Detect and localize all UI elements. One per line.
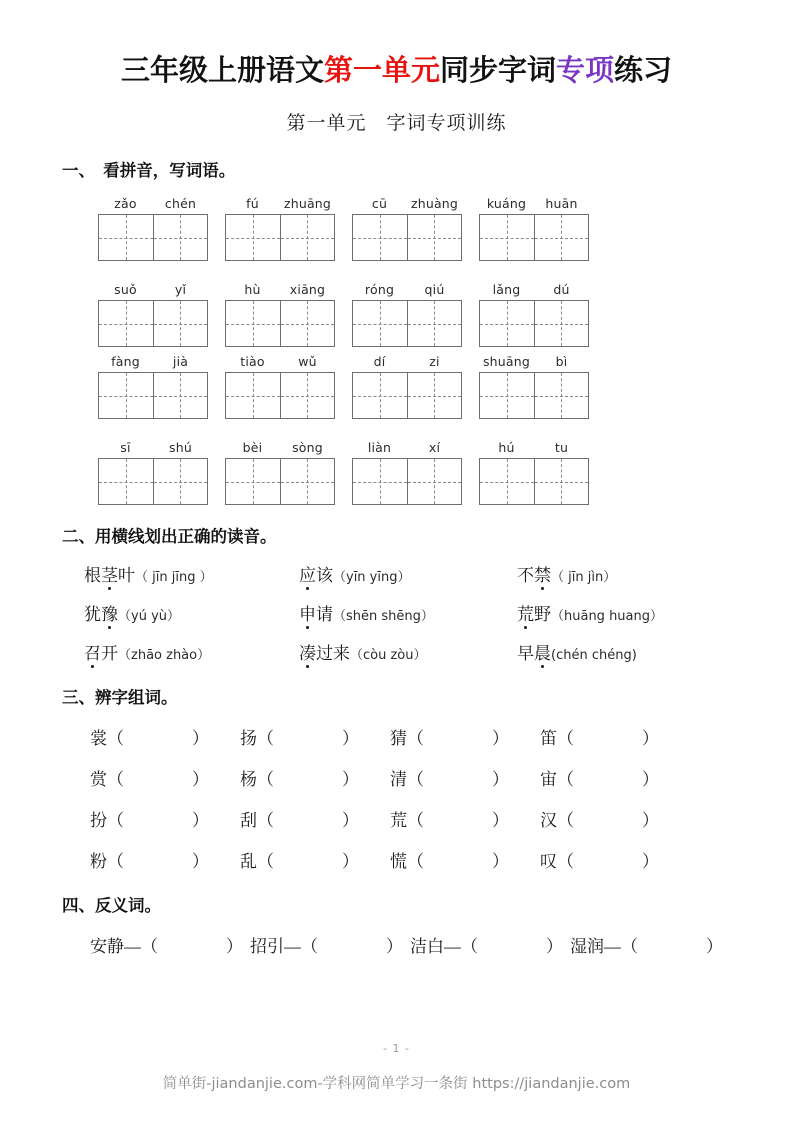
pinyin-pair bbox=[98, 277, 208, 297]
bianzi-answer-blank[interactable]: （ ） bbox=[257, 852, 359, 872]
pinyin-syllable: chén bbox=[164, 196, 197, 212]
bianzi-character: 杨 bbox=[240, 770, 257, 790]
word-group bbox=[352, 191, 462, 261]
bianzi-answer-blank[interactable]: （ ） bbox=[107, 729, 209, 749]
reading-word-prefix: 犹 bbox=[84, 605, 101, 625]
pinyin-grid-row-1 bbox=[98, 191, 731, 261]
tianzige-cell[interactable] bbox=[353, 215, 407, 260]
pinyin-syllable: qiú bbox=[424, 282, 445, 298]
word-group bbox=[479, 349, 589, 419]
tianzige-cell[interactable] bbox=[353, 301, 407, 346]
reading-word-dotted-char: 豫 bbox=[101, 600, 118, 625]
bianzi-character: 笛 bbox=[540, 729, 557, 749]
pinyin-syllable: fú bbox=[246, 196, 259, 212]
pinyin-pair bbox=[352, 349, 462, 369]
bianzi-character: 扮 bbox=[90, 811, 107, 831]
reading-item[interactable] bbox=[84, 639, 299, 664]
bianzi-character: 乱 bbox=[240, 852, 257, 872]
bianzi-answer-blank[interactable]: （ ） bbox=[407, 770, 509, 790]
pinyin-syllable: bì bbox=[555, 354, 568, 370]
reading-row bbox=[84, 639, 731, 664]
pinyin-syllable: dí bbox=[373, 354, 386, 370]
reading-word-dotted-char: 荒 bbox=[517, 600, 534, 625]
bianzi-character: 汉 bbox=[540, 811, 557, 831]
pinyin-pair bbox=[352, 435, 462, 455]
word-group bbox=[479, 435, 589, 505]
reading-item[interactable] bbox=[84, 561, 299, 586]
tianzige-cell[interactable] bbox=[534, 301, 589, 346]
fanyi-answer-blank[interactable]: （ ） bbox=[461, 937, 563, 957]
pinyin-writing-exercise bbox=[62, 191, 731, 505]
pinyin-syllable: xí bbox=[428, 440, 441, 456]
pinyin-syllable: wǔ bbox=[298, 354, 317, 370]
tianzige-cell[interactable] bbox=[480, 301, 534, 346]
tianzige-box[interactable] bbox=[479, 214, 589, 261]
section-heading-one: 一、 看拼音，写词语。 bbox=[62, 161, 236, 181]
tianzige-cell[interactable] bbox=[226, 215, 280, 260]
tianzige-box[interactable] bbox=[225, 214, 335, 261]
bianzi-item[interactable] bbox=[240, 847, 390, 872]
word-group bbox=[225, 349, 335, 419]
bianzi-character: 叹 bbox=[540, 852, 557, 872]
tianzige-cell[interactable] bbox=[407, 215, 462, 260]
reading-item[interactable] bbox=[517, 600, 663, 625]
word-group bbox=[98, 277, 208, 347]
reading-item[interactable] bbox=[84, 600, 299, 625]
pinyin-syllable: hú bbox=[498, 440, 515, 456]
pinyin-syllable: cū bbox=[371, 196, 388, 212]
reading-options[interactable]: （còu zòu） bbox=[350, 648, 427, 664]
tianzige-cell[interactable] bbox=[534, 459, 589, 504]
bianzi-row bbox=[90, 724, 731, 749]
reading-word-dotted-char: 凑 bbox=[299, 639, 316, 664]
pinyin-pair bbox=[352, 191, 462, 211]
tianzige-cell[interactable] bbox=[153, 215, 208, 260]
tianzige-box[interactable] bbox=[479, 372, 589, 419]
reading-word-dotted-char: 茎 bbox=[101, 561, 118, 586]
tianzige-box[interactable] bbox=[352, 372, 462, 419]
tianzige-cell[interactable] bbox=[99, 215, 153, 260]
bianzi-character: 刮 bbox=[240, 811, 257, 831]
fanyi-word: 安静— bbox=[90, 937, 141, 957]
antonym-exercise bbox=[62, 932, 731, 957]
word-group bbox=[352, 349, 462, 419]
reading-word-suffix: 过来 bbox=[316, 644, 350, 664]
tianzige-cell[interactable] bbox=[280, 215, 335, 260]
pinyin-syllable: fàng bbox=[111, 354, 140, 370]
tianzige-cell[interactable] bbox=[480, 373, 534, 418]
pinyin-syllable: zhuāng bbox=[283, 196, 332, 212]
pinyin-syllable: suǒ bbox=[114, 282, 137, 298]
fanyi-word: 洁白— bbox=[410, 937, 461, 957]
reading-options[interactable]: （ jīn jīng ） bbox=[135, 570, 213, 586]
pinyin-pair bbox=[225, 191, 335, 211]
reading-word-dotted-char: 召 bbox=[84, 639, 101, 664]
bianzi-character: 裳 bbox=[90, 729, 107, 749]
tianzige-cell[interactable] bbox=[407, 459, 462, 504]
tianzige-cell[interactable] bbox=[407, 373, 462, 418]
bianzi-item[interactable] bbox=[390, 765, 540, 790]
pinyin-pair bbox=[225, 277, 335, 297]
bianzi-item[interactable] bbox=[390, 847, 540, 872]
fanyi-item[interactable] bbox=[570, 932, 730, 957]
bianzi-character: 清 bbox=[390, 770, 407, 790]
word-group bbox=[98, 435, 208, 505]
pinyin-syllable: huān bbox=[545, 196, 578, 212]
reading-item[interactable] bbox=[517, 561, 616, 586]
tianzige-cell[interactable] bbox=[153, 459, 208, 504]
pinyin-pair bbox=[98, 349, 208, 369]
tianzige-box[interactable] bbox=[98, 214, 208, 261]
pinyin-grid-row-4 bbox=[98, 435, 731, 505]
title-segment-2: 第一单元 bbox=[323, 53, 440, 87]
word-group bbox=[479, 191, 589, 261]
reading-word-dotted-char: 晨 bbox=[534, 639, 551, 664]
fanyi-answer-blank[interactable]: （ ） bbox=[141, 937, 243, 957]
tianzige-cell[interactable] bbox=[353, 459, 407, 504]
reading-row bbox=[84, 600, 731, 625]
bianzi-answer-blank[interactable]: （ ） bbox=[257, 811, 359, 831]
bianzi-item[interactable] bbox=[90, 806, 240, 831]
tianzige-box[interactable] bbox=[225, 300, 335, 347]
character-word-exercise bbox=[62, 724, 731, 872]
fanyi-answer-blank[interactable]: （ ） bbox=[301, 937, 403, 957]
reading-word-suffix: 开 bbox=[101, 644, 118, 664]
tianzige-cell[interactable] bbox=[353, 373, 407, 418]
bianzi-item[interactable] bbox=[90, 847, 240, 872]
bianzi-item[interactable] bbox=[240, 724, 390, 749]
tianzige-cell[interactable] bbox=[226, 459, 280, 504]
bianzi-item[interactable] bbox=[240, 765, 390, 790]
fanyi-item[interactable] bbox=[410, 932, 570, 957]
reading-item[interactable] bbox=[299, 600, 517, 625]
reading-options[interactable]: （huāng huang） bbox=[551, 609, 664, 625]
reading-word-suffix: 野 bbox=[534, 605, 551, 625]
reading-word-prefix: 根 bbox=[84, 566, 101, 586]
tianzige-cell[interactable] bbox=[280, 373, 335, 418]
page-subtitle: 第一单元 字词专项训练 bbox=[286, 113, 507, 135]
bianzi-item[interactable] bbox=[390, 724, 540, 749]
pinyin-syllable: liàn bbox=[367, 440, 392, 456]
word-group bbox=[225, 277, 335, 347]
tianzige-cell[interactable] bbox=[226, 301, 280, 346]
word-group bbox=[352, 277, 462, 347]
reading-options[interactable]: （ jīn jìn） bbox=[551, 570, 617, 586]
pinyin-syllable: shuāng bbox=[482, 354, 531, 370]
pinyin-pair bbox=[479, 349, 589, 369]
bianzi-answer-blank[interactable]: （ ） bbox=[407, 811, 509, 831]
pinyin-syllable: tu bbox=[554, 440, 569, 456]
reading-options[interactable]: （yú yù） bbox=[118, 609, 180, 625]
bianzi-character: 扬 bbox=[240, 729, 257, 749]
reading-word-prefix: 不 bbox=[517, 566, 534, 586]
tianzige-cell[interactable] bbox=[153, 373, 208, 418]
reading-item[interactable] bbox=[299, 639, 517, 664]
tianzige-box[interactable] bbox=[352, 458, 462, 505]
tianzige-cell[interactable] bbox=[99, 459, 153, 504]
bianzi-item[interactable] bbox=[540, 847, 690, 872]
tianzige-cell[interactable] bbox=[280, 459, 335, 504]
tianzige-cell[interactable] bbox=[99, 373, 153, 418]
pinyin-syllable: bèi bbox=[242, 440, 263, 456]
word-group bbox=[98, 349, 208, 419]
tianzige-box[interactable] bbox=[225, 372, 335, 419]
pinyin-pair bbox=[479, 191, 589, 211]
pinyin-syllable: róng bbox=[364, 282, 395, 298]
bianzi-answer-blank[interactable]: （ ） bbox=[257, 770, 359, 790]
pinyin-syllable: sòng bbox=[292, 440, 323, 456]
tianzige-cell[interactable] bbox=[99, 301, 153, 346]
fanyi-row bbox=[90, 932, 731, 957]
pinyin-syllable: shú bbox=[169, 440, 192, 456]
fanyi-answer-blank[interactable]: （ ） bbox=[621, 937, 723, 957]
page-number: - 1 - bbox=[383, 1042, 410, 1055]
pinyin-pair bbox=[479, 435, 589, 455]
pinyin-syllable: zi bbox=[429, 354, 440, 370]
pinyin-grid-row-2 bbox=[98, 277, 731, 347]
bianzi-character: 猜 bbox=[390, 729, 407, 749]
bianzi-character: 粉 bbox=[90, 852, 107, 872]
fanyi-item[interactable] bbox=[250, 932, 410, 957]
tianzige-cell[interactable] bbox=[153, 301, 208, 346]
pinyin-pair bbox=[98, 435, 208, 455]
tianzige-cell[interactable] bbox=[407, 301, 462, 346]
bianzi-answer-blank[interactable]: （ ） bbox=[407, 852, 509, 872]
pinyin-grid-row-3 bbox=[98, 349, 731, 419]
pinyin-pair bbox=[352, 277, 462, 297]
bianzi-item[interactable] bbox=[90, 765, 240, 790]
title-segment-5: 练习 bbox=[614, 53, 673, 87]
bianzi-item[interactable] bbox=[540, 724, 690, 749]
bianzi-answer-blank[interactable]: （ ） bbox=[107, 811, 209, 831]
reading-options[interactable]: （zhāo zhào） bbox=[118, 648, 211, 664]
fanyi-item[interactable] bbox=[90, 932, 250, 957]
tianzige-box[interactable] bbox=[352, 214, 462, 261]
pinyin-pair bbox=[225, 349, 335, 369]
watermark-text: 简单街-jiandanjie.com-学科网简单学习一条街 https://jiandanjie.com bbox=[162, 1076, 631, 1092]
pinyin-pair bbox=[225, 435, 335, 455]
tianzige-box[interactable] bbox=[98, 300, 208, 347]
fanyi-word: 招引— bbox=[250, 937, 301, 957]
bianzi-item[interactable] bbox=[240, 806, 390, 831]
word-group bbox=[479, 277, 589, 347]
tianzige-box[interactable] bbox=[98, 372, 208, 419]
pinyin-syllable: tiào bbox=[240, 354, 265, 370]
reading-word-dotted-char: 申 bbox=[299, 600, 316, 625]
reading-row bbox=[84, 561, 731, 586]
pinyin-syllable: sī bbox=[120, 440, 131, 456]
pinyin-syllable: xiāng bbox=[289, 282, 326, 298]
reading-options[interactable]: （shēn shēng） bbox=[333, 609, 434, 625]
pinyin-pair bbox=[479, 277, 589, 297]
tianzige-box[interactable] bbox=[352, 300, 462, 347]
word-group bbox=[98, 191, 208, 261]
bianzi-answer-blank[interactable]: （ ） bbox=[407, 729, 509, 749]
word-group bbox=[225, 435, 335, 505]
reading-word-dotted-char: 禁 bbox=[534, 561, 551, 586]
page-title bbox=[62, 0, 731, 88]
bianzi-answer-blank[interactable]: （ ） bbox=[557, 729, 659, 749]
title-segment-4: 专项 bbox=[556, 53, 615, 87]
reading-options[interactable]: （yīn yīng） bbox=[333, 570, 411, 586]
tianzige-cell[interactable] bbox=[226, 373, 280, 418]
bianzi-item[interactable] bbox=[540, 765, 690, 790]
title-segment-3: 同步字词 bbox=[439, 53, 556, 87]
section-heading-three: 三、辨字组词。 bbox=[62, 688, 178, 708]
pinyin-pair bbox=[98, 191, 208, 211]
tianzige-cell[interactable] bbox=[280, 301, 335, 346]
bianzi-item[interactable] bbox=[540, 806, 690, 831]
tianzige-box[interactable] bbox=[479, 458, 589, 505]
reading-item[interactable] bbox=[299, 561, 517, 586]
bianzi-answer-blank[interactable]: （ ） bbox=[557, 811, 659, 831]
fanyi-word: 湿润— bbox=[570, 937, 621, 957]
pinyin-syllable: zǎo bbox=[114, 196, 137, 212]
pinyin-syllable: lǎng bbox=[492, 282, 521, 298]
pinyin-syllable: hù bbox=[244, 282, 261, 298]
bianzi-character: 宙 bbox=[540, 770, 557, 790]
reading-word-dotted-char: 应 bbox=[299, 561, 316, 586]
bianzi-answer-blank[interactable]: （ ） bbox=[557, 770, 659, 790]
section-heading-two: 二、用横线划出正确的读音。 bbox=[62, 527, 277, 547]
title-segment-1: 三年级上册语文 bbox=[120, 53, 324, 87]
word-group bbox=[225, 191, 335, 261]
reading-word-suffix: 叶 bbox=[118, 566, 135, 586]
tianzige-cell[interactable] bbox=[534, 373, 589, 418]
bianzi-answer-blank[interactable]: （ ） bbox=[107, 770, 209, 790]
reading-item[interactable] bbox=[517, 639, 637, 664]
bianzi-item[interactable] bbox=[90, 724, 240, 749]
reading-options[interactable]: (chén chéng) bbox=[551, 648, 637, 664]
tianzige-cell[interactable] bbox=[534, 215, 589, 260]
bianzi-row bbox=[90, 806, 731, 831]
pinyin-syllable: dú bbox=[553, 282, 570, 298]
tianzige-cell[interactable] bbox=[480, 215, 534, 260]
tianzige-box[interactable] bbox=[225, 458, 335, 505]
reading-choice-exercise bbox=[62, 561, 731, 664]
tianzige-cell[interactable] bbox=[480, 459, 534, 504]
reading-word-suffix: 该 bbox=[316, 566, 333, 586]
pinyin-syllable: zhuàng bbox=[410, 196, 459, 212]
tianzige-box[interactable] bbox=[98, 458, 208, 505]
reading-word-prefix: 早 bbox=[517, 644, 534, 664]
bianzi-character: 赏 bbox=[90, 770, 107, 790]
bianzi-character: 荒 bbox=[390, 811, 407, 831]
bianzi-character: 慌 bbox=[390, 852, 407, 872]
bianzi-answer-blank[interactable]: （ ） bbox=[257, 729, 359, 749]
bianzi-row bbox=[90, 765, 731, 790]
bianzi-answer-blank[interactable]: （ ） bbox=[557, 852, 659, 872]
section-heading-four: 四、反义词。 bbox=[62, 896, 161, 916]
bianzi-row bbox=[90, 847, 731, 872]
bianzi-item[interactable] bbox=[390, 806, 540, 831]
pinyin-syllable: jià bbox=[172, 354, 189, 370]
pinyin-syllable: yǐ bbox=[174, 282, 187, 298]
bianzi-answer-blank[interactable]: （ ） bbox=[107, 852, 209, 872]
tianzige-box[interactable] bbox=[479, 300, 589, 347]
pinyin-syllable: kuáng bbox=[486, 196, 527, 212]
word-group bbox=[352, 435, 462, 505]
reading-word-suffix: 请 bbox=[316, 605, 333, 625]
